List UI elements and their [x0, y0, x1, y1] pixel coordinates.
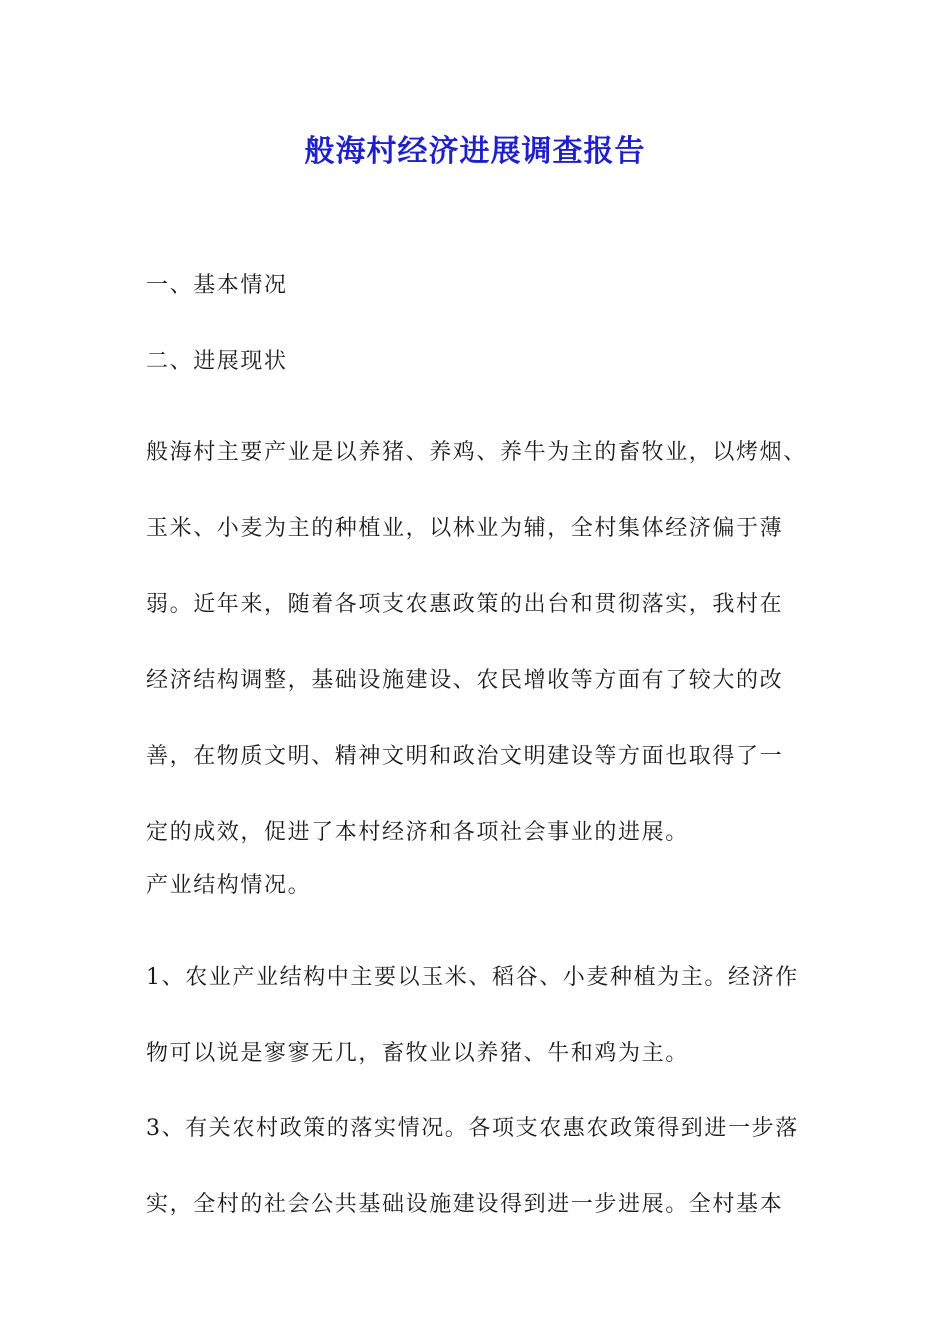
paragraph-line: 1、农业产业结构中主要以玉米、稻谷、小麦种植为主。经济作 [146, 965, 799, 990]
paragraph-line: 经济结构调整，基础设施建设、农民增收等方面有了较大的改 [146, 668, 784, 693]
document-title: 般海村经济进展调查报告 [304, 134, 646, 169]
paragraph-policy [146, 1091, 818, 1243]
paragraph-agriculture [146, 940, 818, 1092]
paragraph-line: 善，在物质文明、精神文明和政治文明建设等方面也取得了一 [146, 744, 784, 769]
paragraph-line: 实，全村的社会公共基础设施建设得到进一步进展。全村基本 [146, 1192, 784, 1217]
paragraph-line: 玉米、小麦为主的种植业，以林业为辅，全村集体经济偏于薄 [146, 516, 784, 541]
paragraph-line: 弱。近年来，随着各项支农惠政策的出台和贯彻落实，我村在 [146, 592, 784, 617]
section-heading-basic-situation: 一、基本情况 [146, 273, 288, 298]
paragraph-line: 定的成效，促进了本村经济和各项社会事业的进展。 [146, 820, 689, 845]
paragraph-line: 3、有关农村政策的落实情况。各项支农惠农政策得到进一步落 [146, 1116, 799, 1141]
subsection-heading-industry-structure: 产业结构情况。 [146, 873, 312, 898]
paragraph-line: 般海村主要产业是以养猪、养鸡、养牛为主的畜牧业，以烤烟、 [146, 440, 807, 465]
paragraph-line: 物可以说是寥寥无几，畜牧业以养猪、牛和鸡为主。 [146, 1041, 689, 1066]
section-heading-development-status: 二、进展现状 [146, 349, 288, 374]
paragraph-overview [146, 415, 818, 871]
